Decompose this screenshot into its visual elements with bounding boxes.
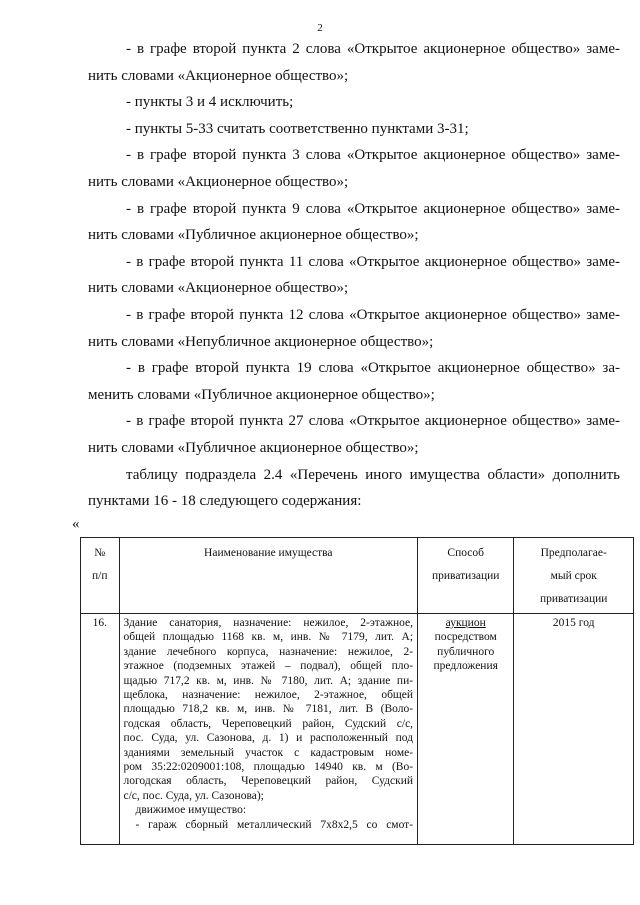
paragraph-line: менить словами «Публичное акционерное общество»;: [88, 386, 435, 403]
row-method-text: [422, 616, 509, 674]
opening-quote-mark: «: [72, 516, 80, 532]
paragraph-line: таблицу подраздела 2.4 «Перечень иного имущества области» дополнить: [126, 466, 620, 483]
paragraph-line: - в графе второй пункта 19 слова «Открытое акционерное общество» за-: [126, 360, 620, 377]
header-term-line: мый срок: [550, 570, 597, 582]
header-method-line: приватизации: [432, 570, 500, 582]
paragraph-line: - в графе второй пункта 3 слова «Открытое акционерное общество» заме-: [126, 147, 620, 164]
row-name-text: [124, 616, 414, 832]
method-line: аукцион: [445, 617, 486, 629]
paragraph-line: нить словами «Акционерное общество»;: [88, 173, 349, 190]
name-line: щадью 717,2 кв. м, инв. № 7180, лит. А; здание пи-: [123, 674, 414, 687]
name-line: здание лечебного корпуса, назначение: нежилое, 2-: [123, 645, 414, 658]
paragraph-2: [88, 89, 620, 116]
header-number-line: п/п: [91, 570, 108, 582]
header-method: [418, 538, 514, 614]
paragraph-10: [88, 462, 620, 515]
method-line: публичного: [437, 645, 495, 658]
table-header-row: [81, 538, 634, 614]
name-line: годская область, Череповецкий район, Судский с/с,: [123, 717, 414, 730]
paragraph-5: [88, 196, 620, 249]
paragraph-8: [88, 355, 620, 408]
row-term: 2015 год: [514, 614, 634, 845]
paragraph-line: - пункты 3 и 4 исключить;: [126, 94, 294, 111]
paragraph-line: - в графе второй пункта 27 слова «Открытое акционерное общество» заме-: [126, 413, 620, 430]
paragraph-line: - в графе второй пункта 9 слова «Открытое акционерное общество» заме-: [126, 200, 620, 217]
name-line: щеблока, назначение: нежилое, 2-этажное, общей: [123, 689, 414, 702]
header-term-line: Предполагае-: [540, 547, 607, 559]
header-name: [119, 538, 418, 614]
name-line: пос. Суда, ул. Сазонова, д. 1) и расположенный под: [123, 732, 414, 745]
header-name-text: Наименование имущества: [204, 547, 333, 559]
paragraph-line: - в графе второй пункта 2 слова «Открытое акционерное общество» заме-: [126, 41, 620, 57]
name-line: ром 35:22:0209001:108, площадью 14940 кв. м (Во-: [123, 761, 414, 774]
header-term-line: приватизации: [539, 593, 608, 605]
paragraph-line: пунктами 16 - 18 следующего содержания:: [88, 493, 362, 510]
paragraph-line: - пункты 5-33 считать соответственно пунктами 3-31;: [126, 120, 469, 137]
paragraph-7: [88, 302, 620, 355]
method-line: посредством: [434, 631, 497, 644]
name-line: - гараж сборный металлический 7х8х2,5 со смот-: [135, 818, 414, 831]
row-name: [119, 614, 418, 845]
paragraph-line: нить словами «Непубличное акционерное общество»;: [88, 333, 434, 350]
document-body: [88, 36, 620, 515]
name-line: этажное (подземных этажей – подвал), общей пло-: [123, 660, 414, 673]
paragraph-line: нить словами «Публичное акционерное общество»;: [88, 227, 419, 244]
name-line: общей площадью 1168 кв. м, инв. № 7179, лит. А;: [123, 631, 414, 644]
paragraph-line: - в графе второй пункта 12 слова «Открытое акционерное общество» заме-: [126, 306, 620, 323]
property-table: [80, 537, 634, 845]
name-line: движимое имущество:: [135, 804, 247, 817]
name-line: логодская область, Череповецкий район, Судский: [123, 775, 414, 788]
page-number: 2: [317, 22, 323, 34]
paragraph-line: нить словами «Акционерное общество»;: [88, 280, 349, 297]
table-row: [81, 614, 634, 845]
header-method-line: Способ: [447, 547, 484, 559]
paragraph-line: - в графе второй пункта 11 слова «Открытое акционерное общество» заме-: [126, 253, 620, 270]
row-number: 16.: [81, 614, 120, 845]
header-term: [514, 538, 634, 614]
name-line: с/с, пос. Суда, ул. Сазонова);: [123, 789, 264, 802]
paragraph-3: [88, 116, 620, 143]
row-method: [418, 614, 514, 845]
name-line: зданиями земельный участок с кадастровым номе-: [123, 746, 414, 759]
name-line: площадью 718,2 кв. м, инв. № 7181, лит. В (Воло-: [123, 703, 414, 716]
paragraph-line: нить словами «Акционерное общество»;: [88, 67, 349, 84]
paragraph-6: [88, 249, 620, 302]
paragraph-1: [88, 36, 620, 89]
method-line: предложения: [433, 660, 498, 673]
header-number-line: №: [94, 547, 106, 559]
paragraph-4: [88, 142, 620, 195]
paragraph-line: нить словами «Публичное акционерное общество»;: [88, 439, 419, 456]
name-line: Здание санатория, назначение: нежилое, 2-этажное,: [123, 617, 414, 629]
header-number: [81, 538, 120, 614]
paragraph-9: [88, 408, 620, 461]
